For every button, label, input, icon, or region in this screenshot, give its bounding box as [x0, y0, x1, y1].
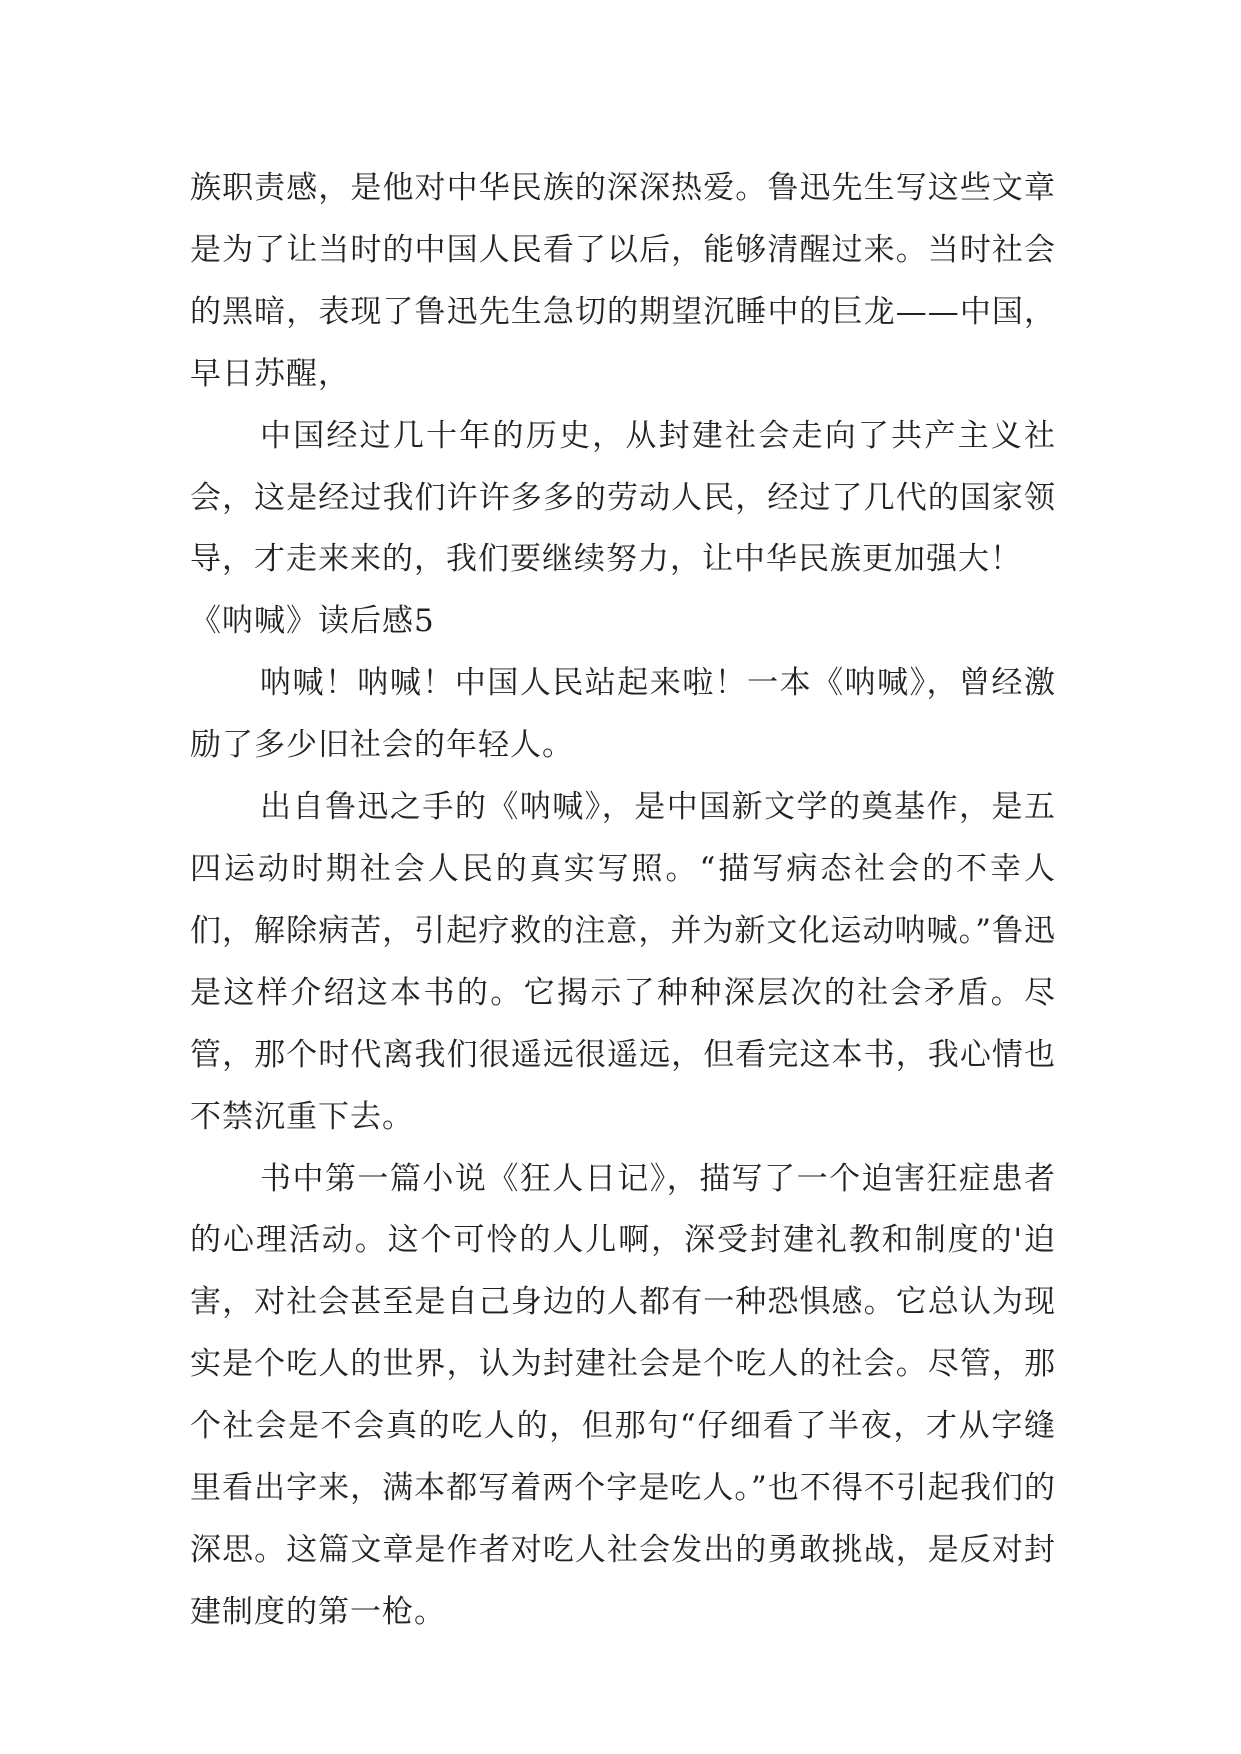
- paragraph-history: 中国经过几十年的历史，从封建社会走向了共产主义社会，这是经过我们许许多多的劳动人民，经过了几代的国家领导，才走来来的，我们要继续努力，让中华民族更加强大！: [190, 417, 1056, 578]
- section-heading: 《呐喊》读后感5: [190, 603, 435, 640]
- paragraph-madman-diary: 书中第一篇小说《狂人日记》，描写了一个迫害狂症患者的心理活动。这个可怜的人儿啊，深受封建礼教和制度的'迫害，对社会甚至是自己身边的人都有一种恐惧感。它总认为现实是个吃人的世界，认为封建社会是个吃人的社会。尽管，那个社会是不会真的吃人的，但那句“仔细看了半夜，才从字缝里看出字来，满本都写着两个字是吃人。”也不得不引起我们的深思。这篇文章是作者对吃人社会发出的勇敢挑战，是反对封建制度的第一枪。: [190, 1160, 1056, 1630]
- paragraph-continuation: 族职责感，是他对中华民族的深深热爱。鲁迅先生写这些文章是为了让当时的中国人民看了以后，能够清醒过来。当时社会的黑暗，表现了鲁迅先生急切的期望沉睡中的巨龙——中国，早日苏醒，: [190, 170, 1056, 392]
- paragraph-intro: 呐喊！呐喊！中国人民站起来啦！一本《呐喊》，曾经激励了多少旧社会的年轻人。: [190, 665, 1056, 764]
- document-body: [190, 158, 1056, 1644]
- paragraph-book-description: 出自鲁迅之手的《呐喊》，是中国新文学的奠基作，是五四运动时期社会人民的真实写照。“描写病态社会的不幸人们，解除病苦，引起疗救的注意，并为新文化运动呐喊。”鲁迅是这样介绍这本书的。它揭示了种种深层次的社会矛盾。尽管，那个时代离我们很遥远很遥远，但看完这本书，我心情也不禁沉重下去。: [190, 789, 1056, 1135]
